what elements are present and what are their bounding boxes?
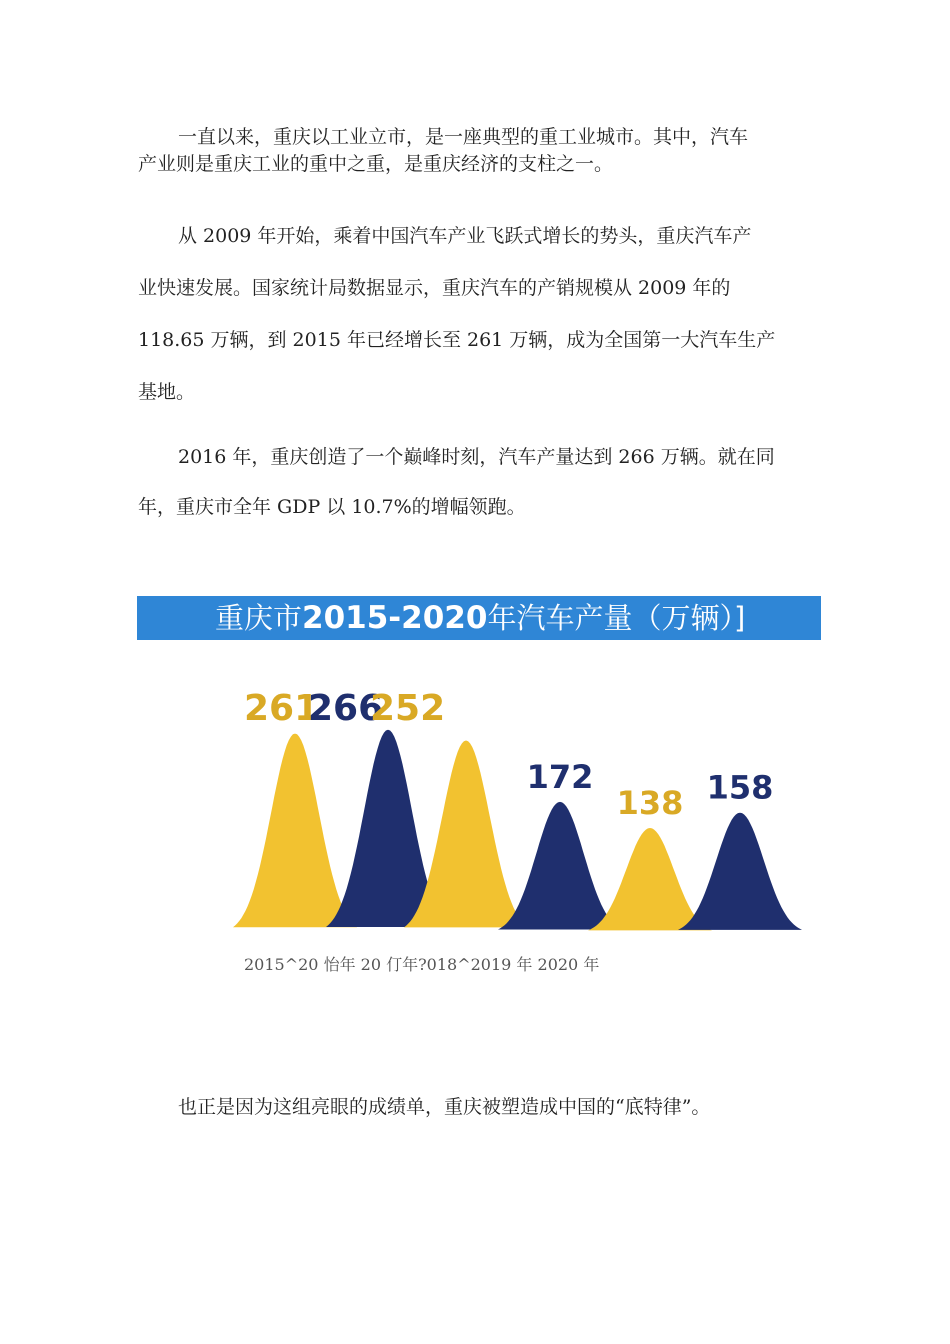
- data-label-2018: 172: [526, 757, 594, 796]
- paragraph-line: 118.65 万辆，到 2015 年已经增长至 261 万辆，成为全国第一大汽车生产: [138, 329, 776, 351]
- paragraph-line: 从 2009 年开始，乘着中国汽车产业飞跃式增长的势头，重庆汽车产: [178, 225, 752, 247]
- peak-2019: [588, 828, 712, 930]
- production-chart: [220, 672, 820, 942]
- chart-title-years: 2015-2020: [302, 600, 488, 636]
- data-label-2020: 158: [706, 768, 774, 807]
- data-label-2019: 138: [616, 784, 684, 823]
- chart-x-axis-label: 2015^20 怡年 20 仃年?018^2019 年 2020 年: [244, 955, 600, 974]
- paragraph-intro: [138, 124, 818, 178]
- paragraph-line: 产业则是重庆工业的重中之重，是重庆经济的支柱之一。: [138, 153, 614, 175]
- peak-2015: [233, 734, 357, 928]
- paragraph-line: 一直以来，重庆以工业立市，是一座典型的重工业城市。其中，汽车: [178, 126, 749, 148]
- paragraph-conclusion: [138, 1094, 818, 1121]
- data-label-2016: 266: [308, 688, 384, 729]
- paragraph-line: 也正是因为这组亮眼的成绩单，重庆被塑造成中国的“底特律”。: [178, 1096, 711, 1118]
- peak-2020: [678, 813, 802, 930]
- paragraph-peak: [138, 432, 818, 532]
- data-label-2017: 252: [370, 688, 446, 729]
- data-label-2015: 261: [244, 688, 320, 729]
- chart-title-prefix: 重庆市: [215, 601, 303, 635]
- paragraph-line: 业快速发展。国家统计局数据显示，重庆汽车的产销规模从 2009 年的: [138, 277, 731, 299]
- paragraph-line: 基地。: [138, 381, 196, 403]
- paragraph-growth: [138, 210, 818, 418]
- paragraph-line: 2016 年，重庆创造了一个巅峰时刻，汽车产量达到 266 万辆。就在同: [178, 446, 775, 468]
- paragraph-line: 年，重庆市全年 GDP 以 10.7%的增幅领跑。: [138, 496, 526, 518]
- chart-title: [137, 596, 821, 640]
- peak-2017: [404, 741, 528, 928]
- peak-2018: [498, 802, 622, 930]
- chart-title-suffix: 年汽车产量（万辆）]: [487, 601, 746, 635]
